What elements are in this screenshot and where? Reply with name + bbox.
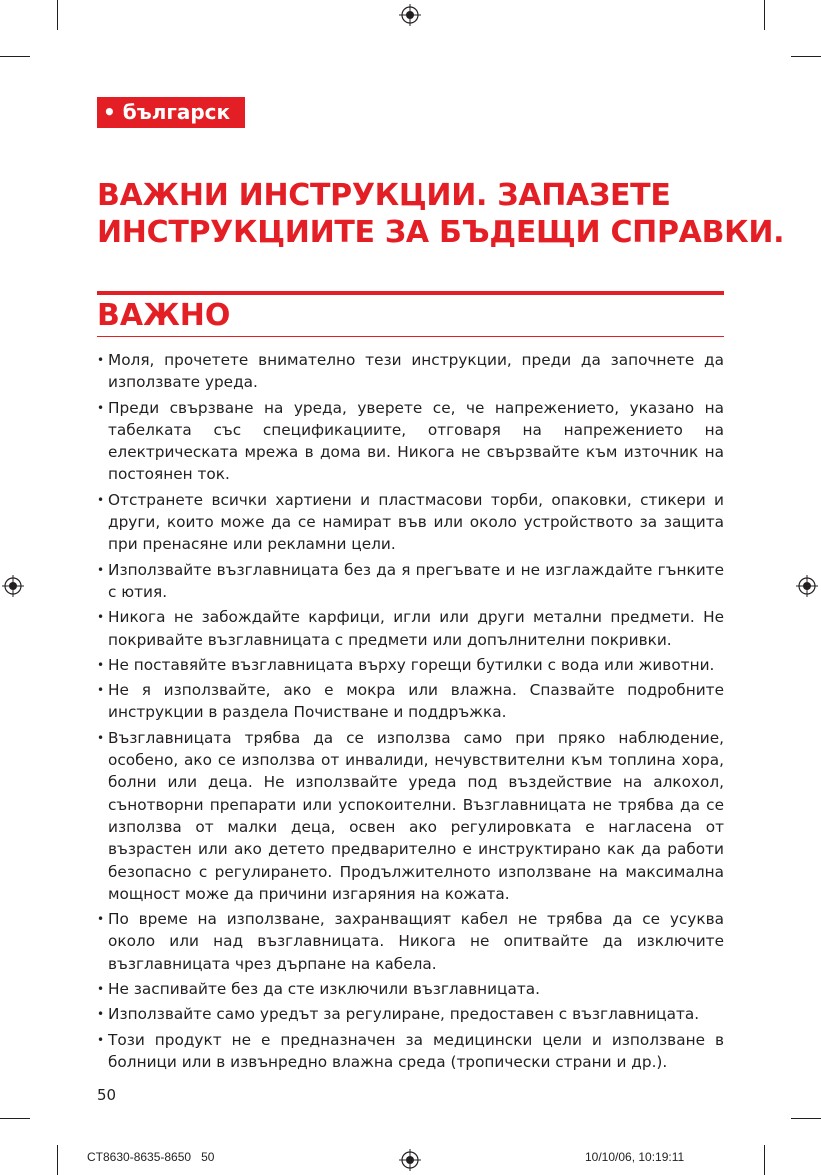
registration-mark-icon	[399, 1149, 421, 1171]
page-number: 50	[97, 1086, 117, 1104]
registration-mark-icon	[796, 575, 818, 597]
list-item: • Моля, прочетете внимателно тези инструкции, преди да започнете да използвате уреда.	[97, 349, 724, 394]
section-rule-top	[97, 291, 724, 295]
list-item: • Използвайте само уредът за регулиране, предоставен с възглавницата.	[97, 1003, 724, 1025]
crop-mark	[764, 1145, 765, 1175]
crop-mark	[791, 56, 821, 57]
list-item: • Този продукт не е предназначен за медицински цели и използване в болници или в извънредно влажна среда (тропически страни и др.).	[97, 1029, 724, 1074]
list-item: • Никога не забождайте карфици, игли или други метални предмети. Не покривайте възглавницата с предмети или допълнителни покривки.	[97, 606, 724, 651]
registration-mark-icon	[2, 575, 24, 597]
section-title: ВАЖНО	[97, 298, 231, 333]
language-tab: • българск	[97, 97, 245, 128]
list-item: • Отстранете всички хартиени и пластмасови торби, опаковки, стикери и други, които може да се намират във или около устройството за защита при пренасяне или рекламни цели.	[97, 489, 724, 556]
crop-mark	[57, 0, 58, 30]
headline-line: ВАЖНИ ИНСТРУКЦИИ. ЗАПАЗЕТЕ	[97, 178, 671, 213]
crop-mark	[764, 0, 765, 30]
list-item: • По време на използване, захранващият кабел не трябва да се усуква около или над възглавницата. Никога не опитвайте да изключите възглавницата чрез дърпане на кабела.	[97, 908, 724, 975]
crop-mark	[57, 1145, 58, 1175]
list-item: • Не я използвайте, ако е мокра или влажна. Спазвайте подробните инструкции в раздела Почистване и поддръжка.	[97, 679, 724, 724]
registration-mark-icon	[399, 4, 421, 26]
print-slug-file: CT8630-8635-8650 50	[87, 1150, 215, 1164]
page-headline	[97, 177, 785, 251]
list-item: • Преди свързване на уреда, уверете се, че напрежението, указано на табелката със спецификациите, отговаря на напрежението на електрическата мрежа в дома ви. Никога не свързвайте към източник на постоянен ток.	[97, 397, 724, 486]
crop-mark	[791, 1118, 821, 1119]
crop-mark	[0, 1118, 30, 1119]
headline-line: ИНСТРУКЦИИТЕ ЗА БЪДЕЩИ СПРАВКИ.	[97, 215, 785, 250]
crop-mark	[0, 56, 30, 57]
print-slug-timestamp: 10/10/06, 10:19:11	[585, 1150, 685, 1164]
list-item: • Не поставяйте възглавницата върху горещи бутилки с вода или животни.	[97, 654, 724, 676]
list-item: • Използвайте възглавницата без да я прегъвате и не изглаждайте гънките с ютия.	[97, 559, 724, 604]
list-item: • Възглавницата трябва да се използва само при пряко наблюдение, особено, ако се използва от инвалиди, нечувствителни към топлина хора, болни или деца. Не използвайте уреда под въздействие на алкохол, сънотворни препарати или успокоителни. Възглавницата не трябва да се използва от малки деца, освен ако регулировката е нагласена от възрастен или ако детето предварително е инструктирано как да работи безопасно с регулирането. Продължителното използване на максимална мощност може да причини изгаряния на кожата.	[97, 727, 724, 905]
list-item: • Не заспивайте без да сте изключили възглавницата.	[97, 978, 724, 1000]
instruction-list	[97, 349, 724, 1076]
section-rule-bottom	[97, 336, 724, 337]
